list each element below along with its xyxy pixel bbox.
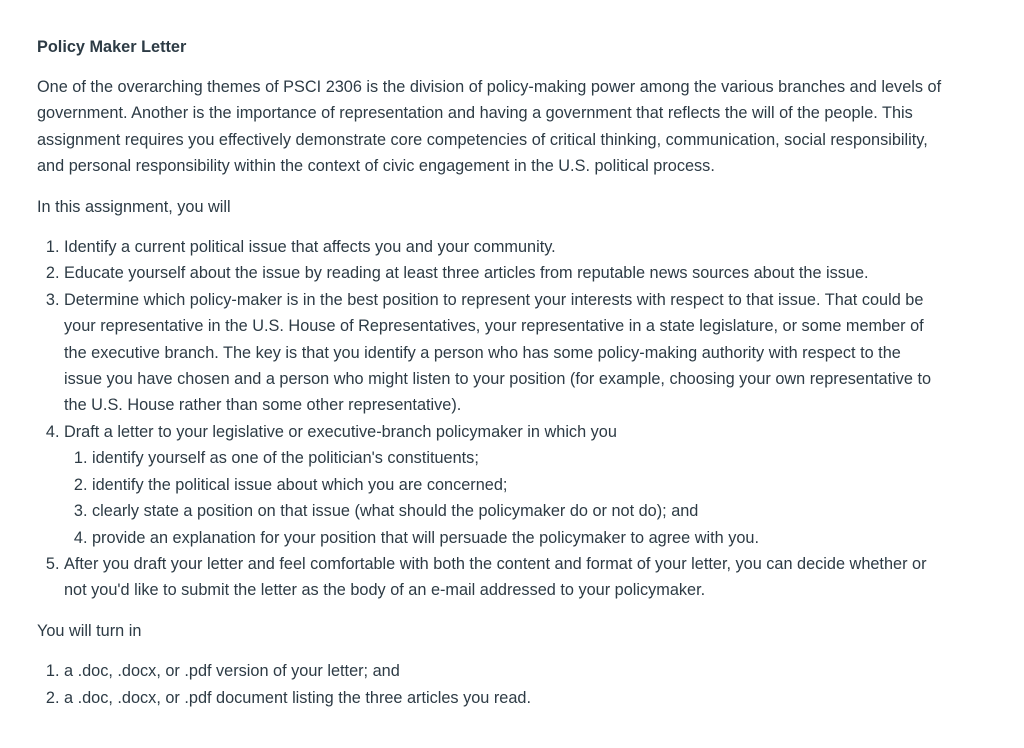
steps-list bbox=[37, 234, 942, 604]
list-item: 3. clearly state a position on that issue (what should the policymaker do or not do); and bbox=[92, 498, 942, 524]
list-item: 5. After you draft your letter and feel comfortable with both the content and format of your letter, you can decide whether or not you'd like to submit the letter as the body of an e-mail addressed to your policymaker. bbox=[64, 551, 942, 604]
list-item: 4. provide an explanation for your position that will persuade the policymaker to agree with you. bbox=[92, 525, 942, 551]
turnin-lead: You will turn in bbox=[37, 621, 142, 640]
list-item: 1. Identify a current political issue that affects you and your community. bbox=[64, 234, 942, 260]
list-item: 2. Educate yourself about the issue by reading at least three articles from reputable news sources about the issue. bbox=[64, 260, 942, 286]
list-item: 1. a .doc, .docx, or .pdf version of your letter; and bbox=[64, 658, 942, 684]
intro-paragraph: One of the overarching themes of PSCI 2306 is the division of policy-making power among the various branches and levels of government. Another is the importance of representation and having a government that reflects the will of the people. This assignment requires you effectively demonstrate core competencies of critical thinking, communication, social responsibility, and personal responsibility within the context of civic engagement in the U.S. political process. bbox=[37, 78, 942, 176]
list-item-text: Draft a letter to your legislative or executive-branch policymaker in which you bbox=[64, 422, 617, 441]
turnin-list bbox=[37, 658, 942, 711]
steps-lead: In this assignment, you will bbox=[37, 197, 231, 216]
letter-substeps-list bbox=[64, 445, 942, 551]
list-item: 1. identify yourself as one of the politician's constituents; bbox=[92, 445, 942, 471]
list-item: 2. a .doc, .docx, or .pdf document listing the three articles you read. bbox=[64, 685, 942, 711]
list-item bbox=[64, 419, 942, 551]
list-item: 3. Determine which policy-maker is in the best position to represent your interests with respect to that issue. That could be your representative in the U.S. House of Representatives, your representative in a state legislature, or some member of the executive branch. The key is that you identify a person who has some policy-making authority with respect to the issue you have chosen and a person who might listen to your position (for example, choosing your own representative to the U.S. House rather than some other representative). bbox=[64, 287, 942, 419]
list-item: 2. identify the political issue about which you are concerned; bbox=[92, 472, 942, 498]
page-title: Policy Maker Letter bbox=[37, 38, 187, 56]
